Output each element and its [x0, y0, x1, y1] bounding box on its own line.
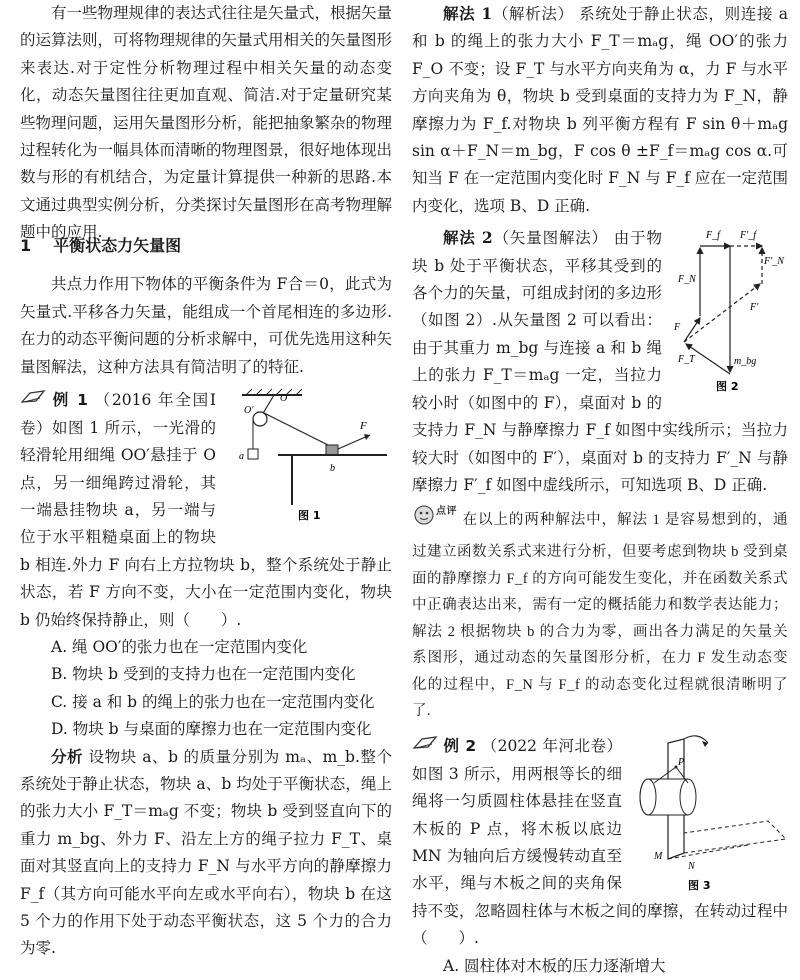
- example-1-options: [20, 634, 392, 744]
- comment-text: 在以上的两种解法中，解法 1 是容易想到的，通过建立函数关系式来进行分析，但要考虑到物块 b 受到桌面的静摩擦力 F_f 的方向可能发生变化，并在函数关系式中正确表达出来，需有一定的概括能力和数学表达能力；解法 2 根据物块 b 的合力为零，画出各力满足的矢量关系图形，通过动态的矢量图形分析，在力 F 发生动态变化的过程中，F_N 与 F_f 的动态变化过程就很清晰明了了.: [412, 512, 789, 720]
- example-2-label: 例 2: [443, 737, 477, 756]
- comment-block: [412, 503, 788, 725]
- left-column: [20, 0, 392, 963]
- figure-1-caption: 图 1: [298, 509, 321, 523]
- figure-1: [222, 387, 392, 537]
- fig1-label-b: b: [330, 463, 335, 475]
- fig2-label-FT: F_T: [678, 354, 695, 366]
- fig2-label-Ffp: F′_f: [740, 230, 757, 242]
- analysis-paragraph: [20, 744, 392, 963]
- comment-label: 点评: [436, 506, 457, 518]
- fig2-label-F: F: [674, 322, 681, 334]
- intro-paragraph: 有一些物理规律的表达式往往是矢量式，根据矢量的运算法则，可将物理规律的矢量式用相关的矢量图形来表达.对于定性分析物理过程中相关矢量的动态变化，动态矢量图往往更加直观、简洁.对于定量研究某些物理问题，运用矢量图形分析，能把抽象繁杂的物理过程转化为一幅具体而清晰的物理图景，很好地体现出数与形的有机结合，为定量计算提供一种新的思路.本文通过典型实例分析，分类探讨矢量图形在高考物理解题中的应用.: [20, 4, 393, 242]
- pencil-icon-2: [412, 733, 438, 760]
- example-1-body: （2016 年全国Ⅰ卷）如图 1 所示，一光滑的轻滑轮用细绳 OO′悬挂于 O 点，另一细绳跨过滑轮，其一端悬挂物块 a，另一端与位于水平粗糙桌面上的物块 b 相连.外力 F 向右上方拉物块 b，整个系统处于静止状态，若 F 方向不变，大小在一定范围内变化，物块 b 仍始终保持静止，则（ ）.: [20, 391, 392, 629]
- option-b: B. 物块 b 受到的支持力也在一定范围内变化: [51, 665, 356, 684]
- fig3-label-M: M: [654, 851, 663, 863]
- fig2-label-FNp: F′_N: [764, 256, 784, 268]
- figure-2-caption: 图 2: [716, 380, 739, 394]
- option-c: C. 接 a 和 b 的绳上的张力也在一定范围内变化: [51, 692, 375, 711]
- fig1-label-a: a: [239, 451, 244, 463]
- example-2-option-a: A. 圆柱体对木板的压力逐渐增大: [443, 956, 666, 975]
- example-1-label: 例 1: [52, 391, 88, 410]
- section-number: 1: [20, 236, 32, 255]
- analysis-text: 设物块 a、b 的质量分别为 mₐ、m_b.整个系统处于静止状态，物块 a、b 均处于平衡状态，绳上的张力大小 F_T＝mₐg 不变；物块 b 受到竖直向下的重力 m_bg、外力 F、沿左上方的绳子拉力 F_T、桌面对其竖直向上的支持力 F_N 与水平方向的静摩擦力 F_f（其方向可能水平向左或水平向右），物块 b 在这 5 个力的作用下处于动态平衡状态，这 5 个力的合力为零.: [20, 747, 392, 958]
- example-2-body: （2022 年河北卷）如图 3 所示，用两根等长的细绳将一匀质圆柱体悬挂在竖直木板的 P 点，将木板以底边 MN 为轴向后方缓慢转动直至水平，绳与木板之间的夹角保持不变，忽略圆柱体与木板之间的摩擦，在转动过程中（ ）.: [412, 737, 788, 948]
- example-2: [412, 733, 788, 980]
- solution-1-tag: （解析法）: [492, 5, 574, 23]
- fig1-label-F: F: [360, 420, 367, 433]
- fig3-label-P: P: [678, 757, 685, 769]
- fig2-label-FN: F_N: [678, 274, 696, 286]
- solution-2-block: [412, 224, 788, 499]
- analysis-label: 分析: [51, 747, 84, 766]
- solution-2-text: 由于物块 b 处于平衡状态，平移其受到的各个力的矢量，可组成封闭的多边形（如图 2）.从矢量图 2 可以看出：由于其重力 m_bg 与连接 a 和 b 绳上的张力 F_T＝mₐg 一定，当拉力较小时（如图中的 F），桌面对 b 的支持力 F_N 与静摩擦力 F_f 如图中实线所示；当拉力较大时（如图中的 F′），桌面对 b 的支持力 F′_N 与静摩擦力 F′_f 如图中虚线所示，可知选项 B、D 正确.: [412, 229, 788, 494]
- example-1: [20, 387, 392, 634]
- fig1-label-Op: O′: [244, 405, 254, 417]
- figure-3-caption: 图 3: [688, 879, 711, 893]
- option-d: D. 物块 b 与桌面的摩擦力也在一定范围内变化: [51, 720, 372, 739]
- pencil-icon: [20, 387, 46, 414]
- solution-1-text: 系统处于静止状态，则连接 a 和 b 的绳上的张力大小 F_T＝mₐg，绳 OO′的张力 F_O 不变；设 F_T 与水平方向夹角为 α，力 F 与水平方向夹角为 θ，物块 b 受到桌面的支持力为 F_N，静摩擦力为 F_f.对物块 b 列平衡方程有 F sin θ＋mₐg sin α＋F_N＝m_bg，F cos θ ±F_f＝mₐg cos α.可知当 F 在一定范围内变化时 F_N 与 F_f 应在一定范围内变化，选项 B、D 正确.: [412, 5, 788, 215]
- solution-2-tag: （矢量图解法）: [492, 229, 609, 248]
- fig2-label-Fp: F′: [750, 302, 759, 314]
- option-a: A. 绳 OO′的张力也在一定范围内变化: [51, 637, 308, 656]
- solution-2-label: 解法 2: [443, 228, 493, 248]
- figure-2: [670, 224, 788, 394]
- comment-paragraph: [412, 503, 788, 725]
- fig2-label-mbg: m_bg: [734, 356, 757, 368]
- solution-1-label: 解法 1: [443, 4, 493, 23]
- fig2-label-Ff: F_f: [706, 230, 720, 242]
- section-paragraph: 共点力作用下物体的平衡条件为 F合＝0，此式为矢量式.平移各力矢量，能组成一个首尾相连的多边形.在力的动态平衡问题的分析求解中，可优先选用这种矢量图解法，这种方法具有简洁明了的特征.: [20, 275, 393, 376]
- right-column: [412, 0, 788, 980]
- section-title: 平衡状态力矢量图: [53, 236, 182, 255]
- figure-3: [628, 733, 788, 893]
- fig3-label-N: N: [688, 861, 695, 873]
- section-heading: [20, 232, 392, 259]
- fig1-label-O: O: [280, 393, 288, 405]
- reviewer-icon: [412, 503, 458, 539]
- solution-1-paragraph: [412, 0, 788, 220]
